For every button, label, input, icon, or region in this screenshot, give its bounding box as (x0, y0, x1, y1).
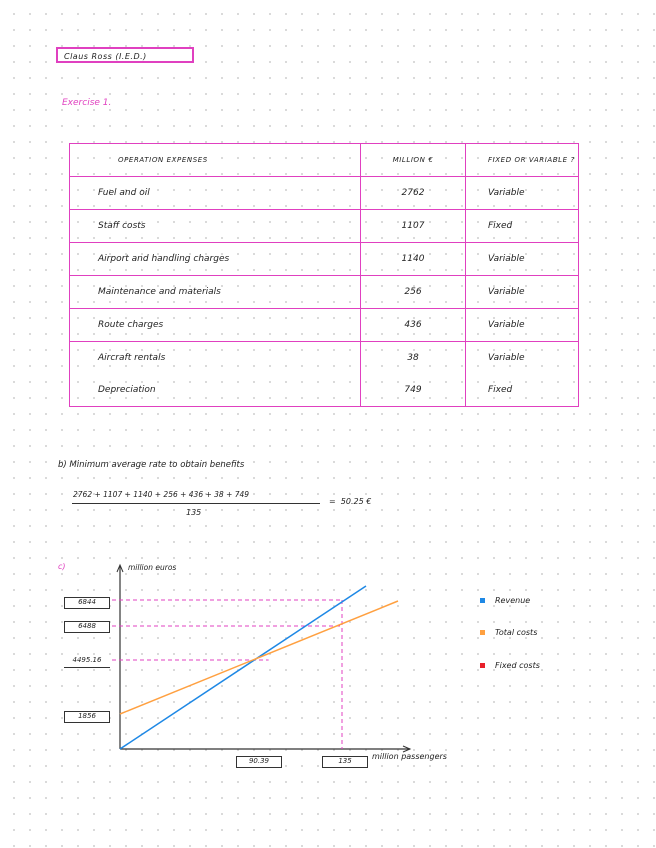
expense-amount: 1107 (361, 210, 466, 243)
equation-denominator: 135 (186, 508, 202, 517)
y-tick-label: 1856 (64, 711, 110, 723)
expense-name: Staff costs (70, 210, 361, 243)
legend-swatch-fixed-costs (480, 663, 485, 668)
expense-type: Variable (466, 276, 579, 309)
page-title: Claus Ross (I.E.D.) (56, 47, 194, 63)
chart-guides (112, 600, 342, 749)
legend-label: Fixed costs (495, 661, 540, 670)
expense-type: Fixed (466, 210, 579, 243)
expense-type: Variable (466, 177, 579, 210)
result-value: 50.25 € (340, 497, 372, 506)
y-axis-label: million euros (128, 563, 177, 572)
legend-swatch-total-costs (480, 630, 485, 635)
expense-type: Fixed (466, 374, 579, 407)
legend-item-total-costs (480, 628, 537, 637)
expense-name: Maintenance and materials (70, 276, 361, 309)
expense-amount: 2762 (361, 177, 466, 210)
equals-sign: = (329, 497, 336, 506)
expense-amount: 749 (361, 374, 466, 407)
expense-amount: 1140 (361, 243, 466, 276)
y-tick-label: 4495.16 (64, 656, 110, 668)
legend-label: Total costs (495, 628, 538, 637)
exercise-label: Exercise 1. (62, 98, 112, 108)
equation-numerator: 2762 + 1107 + 1140 + 256 + 436 + 38 + 749 (73, 490, 250, 499)
legend-item-fixed-costs (480, 661, 540, 670)
expense-name: Route charges (70, 309, 361, 342)
expense-type: Variable (466, 243, 579, 276)
chart-axes (117, 565, 410, 752)
x-tick-label: 90.39 (236, 756, 282, 768)
chart-lines (120, 586, 398, 749)
expense-amount: 256 (361, 276, 466, 309)
part-b-prompt: b) Minimum average rate to obtain benefits (58, 460, 245, 470)
revenue-line (120, 586, 366, 749)
expense-amount: 38 (361, 342, 466, 375)
part-c-label: c) (58, 562, 66, 571)
y-tick-label: 6488 (64, 621, 110, 633)
legend-item-revenue (480, 596, 530, 605)
expense-name: Aircraft rentals (70, 342, 361, 375)
header-amount: MILLION € (361, 144, 466, 177)
total-costs-line (120, 601, 398, 714)
legend-label: Revenue (495, 596, 531, 605)
expense-type: Variable (466, 342, 579, 375)
expense-name: Fuel and oil (70, 177, 361, 210)
expense-amount: 436 (361, 309, 466, 342)
x-axis-label: million passengers (372, 752, 447, 761)
header-expense: OPERATION EXPENSES (70, 144, 361, 177)
expense-name: Depreciation (70, 374, 361, 407)
expense-name: Airport and handling charges (70, 243, 361, 276)
expense-type: Variable (466, 309, 579, 342)
header-type: FIXED OR VARIABLE ? (466, 144, 579, 177)
legend-swatch-revenue (480, 598, 485, 603)
y-tick-label: 6844 (64, 597, 110, 609)
x-tick-label: 135 (322, 756, 368, 768)
